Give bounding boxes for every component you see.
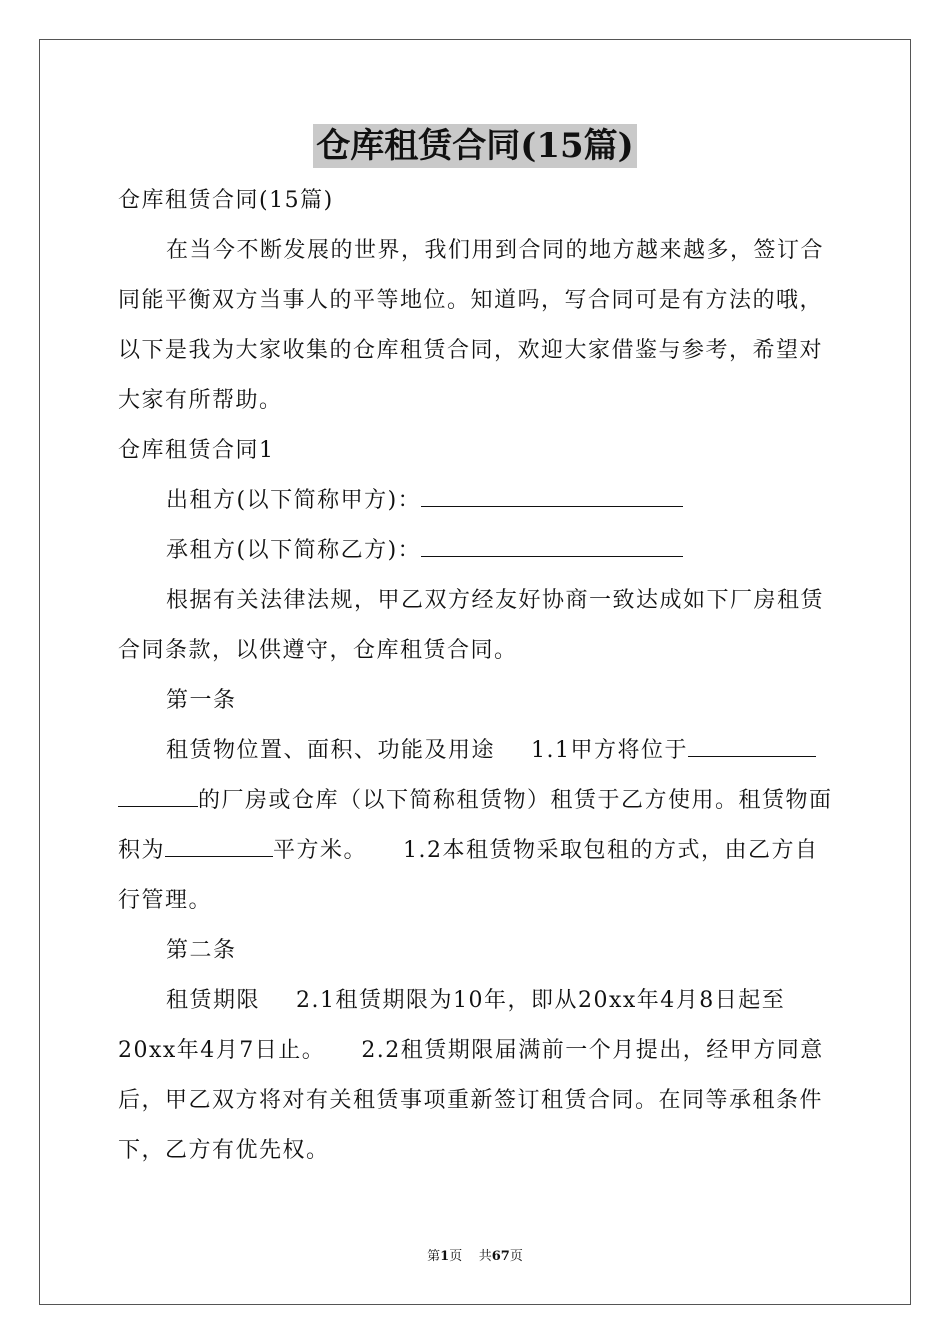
preamble-paragraph: 根据有关法律法规，甲乙双方经友好协商一致达成如下厂房租赁合同条款，以供遵守，仓库租赁合同。	[118, 588, 825, 663]
article1-part4: 平方米。	[273, 838, 368, 863]
lessee-blank	[421, 532, 683, 557]
footer-page-prefix: 第	[427, 1249, 441, 1264]
title-container	[0, 124, 950, 168]
lessee-label: 承租方(以下简称乙方)：	[166, 538, 422, 563]
area-blank	[165, 832, 273, 857]
location-blank-1	[688, 732, 816, 757]
document-title: 仓库租赁合同(15篇)	[313, 124, 637, 168]
location-blank-2	[118, 782, 198, 807]
lessor-blank	[421, 482, 683, 507]
footer-total-pages: 67	[491, 1249, 510, 1264]
article1-part5: 1.2本租赁物采取包租的方式，由乙方自行管理。	[118, 838, 819, 913]
article1-part2: 1.1甲方将位于	[531, 738, 689, 763]
article2-part1: 租赁期限	[166, 988, 261, 1013]
intro-paragraph: 在当今不断发展的世界，我们用到合同的地方越来越多，签订合同能平衡双方当事人的平等地位。知道吗，写合同可是有方法的哦，以下是我为大家收集的仓库租赁合同，欢迎大家借鉴与参考，希望对大家有所帮助。	[118, 238, 825, 413]
section-heading: 仓库租赁合同1	[118, 438, 275, 463]
article2-paragraph	[118, 976, 834, 1176]
page-footer	[0, 1248, 950, 1266]
document-body	[118, 176, 834, 1176]
footer-page-suffix: 页	[449, 1249, 463, 1264]
article2-part3: 2.2租赁期限届满前一个月提出，经甲方同意后，甲乙双方将对有关租赁事项重新签订租赁合同。在同等承租条件下，乙方有优先权。	[118, 1038, 824, 1163]
lessee-line	[118, 526, 834, 576]
article1-part3: 的厂房或仓库（以下简称租赁物）租赁于乙方使用。租赁物面积为	[118, 788, 833, 863]
lessor-label: 出租方(以下简称甲方)：	[166, 488, 422, 513]
footer-total-suffix: 页	[509, 1249, 523, 1264]
footer-page-number: 1	[440, 1249, 450, 1264]
lessor-line	[118, 476, 834, 526]
article2-part2: 2.1租赁期限为10年，即从20xx年4月8日起至20xx年4月7日止。	[118, 988, 786, 1063]
article1-paragraph	[118, 726, 834, 926]
article1-heading: 第一条	[166, 688, 237, 713]
footer-total-prefix: 共	[478, 1249, 492, 1264]
article2-heading: 第二条	[166, 938, 237, 963]
article1-part1: 租赁物位置、面积、功能及用途	[166, 738, 496, 763]
subtitle: 仓库租赁合同(15篇)	[118, 188, 334, 213]
